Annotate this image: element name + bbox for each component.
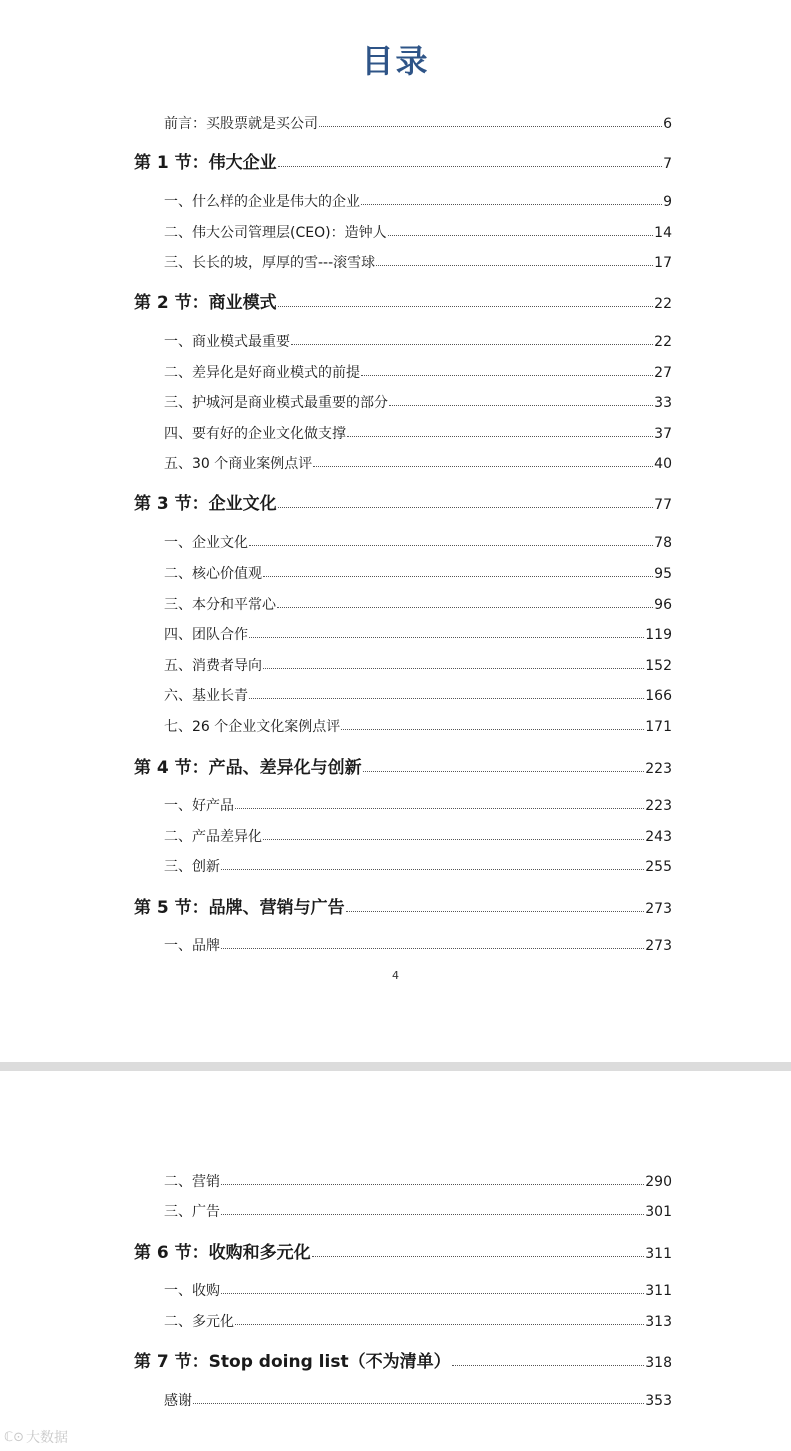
toc-dot-leader [361, 204, 662, 205]
toc-entry-label: 一、企业文化 [164, 535, 248, 551]
toc-subsection-entry[interactable] [164, 594, 672, 614]
toc-dot-leader [278, 507, 654, 508]
toc-entry-label: 第 5 节：品牌、营销与广告 [134, 898, 345, 918]
toc-entry-label: 二、差异化是好商业模式的前提 [164, 365, 360, 381]
toc-entry-page: 22 [654, 334, 672, 350]
toc-subsection-entry[interactable] [164, 1171, 672, 1191]
toc-subsection-entry[interactable] [164, 655, 672, 675]
toc-dot-leader [277, 607, 653, 608]
toc-dot-leader [363, 771, 645, 772]
toc-subsection-entry[interactable] [164, 1390, 672, 1410]
toc-entry-page: 152 [645, 658, 672, 674]
toc-section-entry[interactable] [134, 489, 672, 514]
toc-entry-page: 27 [654, 365, 672, 381]
toc-dot-leader [376, 265, 653, 266]
toc-entry-label: 四、要有好的企业文化做支撑 [164, 426, 346, 442]
toc-dot-leader [221, 1214, 644, 1215]
toc-entry-page: 96 [654, 597, 672, 613]
toc-dot-leader [221, 948, 644, 949]
toc-dot-leader [249, 698, 644, 699]
toc-dot-leader [235, 1324, 644, 1325]
toc-entry-page: 7 [663, 156, 672, 172]
toc-dot-leader [452, 1365, 645, 1366]
toc-subsection-entry[interactable] [164, 685, 672, 705]
toc-entry-label: 一、品牌 [164, 938, 220, 954]
toc-subsection-entry[interactable] [164, 1201, 672, 1221]
toc-entry-page: 166 [645, 688, 672, 704]
toc-dot-leader [313, 466, 653, 467]
toc-subsection-entry[interactable] [164, 935, 672, 955]
toc-entry-label: 四、团队合作 [164, 627, 248, 643]
toc-entry-label: 六、基业长青 [164, 688, 248, 704]
toc-dot-leader [346, 911, 645, 912]
toc-entry-label: 二、营销 [164, 1174, 220, 1190]
watermark-logo-icon: ℂ⊙ [4, 1429, 24, 1445]
toc-entry-page: 301 [645, 1204, 672, 1220]
toc-dot-leader [221, 1293, 644, 1294]
toc-entry-page: 9 [663, 194, 672, 210]
toc-entry-label: 一、收购 [164, 1283, 220, 1299]
toc-dot-leader [235, 808, 644, 809]
toc-entry-label: 五、30 个商业案例点评 [164, 456, 313, 472]
toc-section-entry[interactable] [134, 753, 672, 778]
toc-dot-leader [193, 1403, 644, 1404]
toc-dot-leader [249, 545, 653, 546]
toc-subsection-entry[interactable] [164, 331, 672, 351]
toc-entry-label: 感谢 [164, 1393, 192, 1409]
toc-subsection-entry[interactable] [164, 624, 672, 644]
toc-subsection-entry[interactable] [164, 532, 672, 552]
toc-entry-label: 一、什么样的企业是伟大的企业 [164, 194, 360, 210]
toc-entry-label: 第 4 节：产品、差异化与创新 [134, 758, 362, 778]
toc-section-entry[interactable] [134, 1238, 672, 1263]
toc-subsection-entry[interactable] [164, 826, 672, 846]
toc-entry-page: 223 [645, 798, 672, 814]
toc-entry-page: 313 [645, 1314, 672, 1330]
toc-dot-leader [249, 637, 644, 638]
toc-dot-leader [263, 576, 653, 577]
toc-dot-leader [347, 436, 653, 437]
toc-dot-leader [291, 344, 653, 345]
toc-entry-page: 37 [654, 426, 672, 442]
toc-subsection-entry[interactable] [164, 252, 672, 272]
toc-entry-page: 6 [663, 116, 672, 132]
toc-subsection-entry[interactable] [164, 191, 672, 211]
toc-dot-leader [361, 375, 653, 376]
toc-entry-page: 290 [645, 1174, 672, 1190]
toc-dot-leader [319, 126, 662, 127]
toc-entry-label: 七、26 个企业文化案例点评 [164, 719, 341, 735]
toc-entry-page: 14 [654, 225, 672, 241]
toc-dot-leader [221, 1184, 644, 1185]
toc-subsection-entry[interactable] [164, 1280, 672, 1300]
toc-subsection-entry[interactable] [164, 222, 672, 242]
toc-subsection-entry[interactable] [164, 453, 672, 473]
toc-entry-page: 22 [654, 296, 672, 312]
toc-entry-label: 五、消费者导向 [164, 658, 262, 674]
toc-entry-page: 318 [645, 1355, 672, 1371]
toc-entry-page: 33 [654, 395, 672, 411]
toc-entry-label: 一、好产品 [164, 798, 234, 814]
toc-section-entry[interactable] [134, 148, 672, 173]
toc-dot-leader [263, 668, 644, 669]
toc-dot-leader [278, 166, 662, 167]
toc-entry-page: 255 [645, 859, 672, 875]
toc-page-2 [0, 1071, 791, 1451]
toc-section-entry[interactable] [134, 1347, 672, 1372]
toc-subsection-entry[interactable] [164, 362, 672, 382]
toc-section-entry[interactable] [134, 893, 672, 918]
toc-entry-label: 第 1 节：伟大企业 [134, 153, 277, 173]
toc-entry-label: 第 2 节：商业模式 [134, 293, 277, 313]
page-separator [0, 1062, 791, 1071]
toc-subsection-entry[interactable] [164, 392, 672, 412]
toc-entry-page: 311 [645, 1246, 672, 1262]
toc-entry-page: 95 [654, 566, 672, 582]
toc-entry-page: 243 [645, 829, 672, 845]
toc-subsection-entry[interactable] [164, 1311, 672, 1331]
toc-entry-page: 77 [654, 497, 672, 513]
toc-entry-page: 119 [645, 627, 672, 643]
toc-dot-leader [278, 306, 654, 307]
toc-entry-page: 311 [645, 1283, 672, 1299]
toc-dot-leader [221, 869, 644, 870]
toc-entry-label: 三、本分和平常心 [164, 597, 276, 613]
page-number: 4 [392, 969, 399, 982]
toc-dot-leader [389, 405, 653, 406]
toc-entry-label: 三、创新 [164, 859, 220, 875]
toc-section-entry[interactable] [134, 288, 672, 313]
toc-subsection-entry[interactable] [164, 795, 672, 815]
toc-entry-page: 273 [645, 901, 672, 917]
toc-entry-page: 78 [654, 535, 672, 551]
toc-subsection-entry[interactable] [164, 563, 672, 583]
toc-dot-leader [263, 839, 644, 840]
watermark-text: 大数据 [25, 1430, 68, 1446]
toc-entry-label: 二、核心价值观 [164, 566, 262, 582]
toc-entry-label: 三、广告 [164, 1204, 220, 1220]
toc-dot-leader [388, 235, 654, 236]
toc-entry-label: 第 3 节：企业文化 [134, 494, 277, 514]
toc-title: 目录 [361, 42, 430, 80]
toc-entry-label: 第 6 节：收购和多元化 [134, 1243, 311, 1263]
toc-entry-label: 二、伟大公司管理层(CEO)：造钟人 [164, 225, 387, 241]
toc-entry-page: 17 [654, 255, 672, 271]
toc-subsection-entry[interactable] [164, 856, 672, 876]
toc-entry-page: 273 [645, 938, 672, 954]
toc-entry-label: 三、长长的坡，厚厚的雪---滚雪球 [164, 255, 376, 271]
toc-entry-page: 353 [645, 1393, 672, 1409]
toc-entry-label: 第 7 节：Stop doing list（不为清单） [134, 1352, 451, 1372]
toc-entry-page: 40 [654, 456, 672, 472]
toc-dot-leader [312, 1256, 645, 1257]
toc-entry-label: 二、产品差异化 [164, 829, 262, 845]
toc-entry-label: 一、商业模式最重要 [164, 334, 290, 350]
toc-subsection-entry[interactable] [164, 423, 672, 443]
toc-dot-leader [341, 729, 644, 730]
toc-subsection-entry[interactable] [164, 113, 672, 133]
toc-subsection-entry[interactable] [164, 716, 672, 736]
toc-entry-page: 171 [645, 719, 672, 735]
toc-entry-page: 223 [645, 761, 672, 777]
toc-entry-label: 三、护城河是商业模式最重要的部分 [164, 395, 388, 411]
toc-entry-label: 二、多元化 [164, 1314, 234, 1330]
toc-entry-label: 前言：买股票就是买公司 [164, 116, 318, 132]
watermark [4, 1427, 68, 1447]
